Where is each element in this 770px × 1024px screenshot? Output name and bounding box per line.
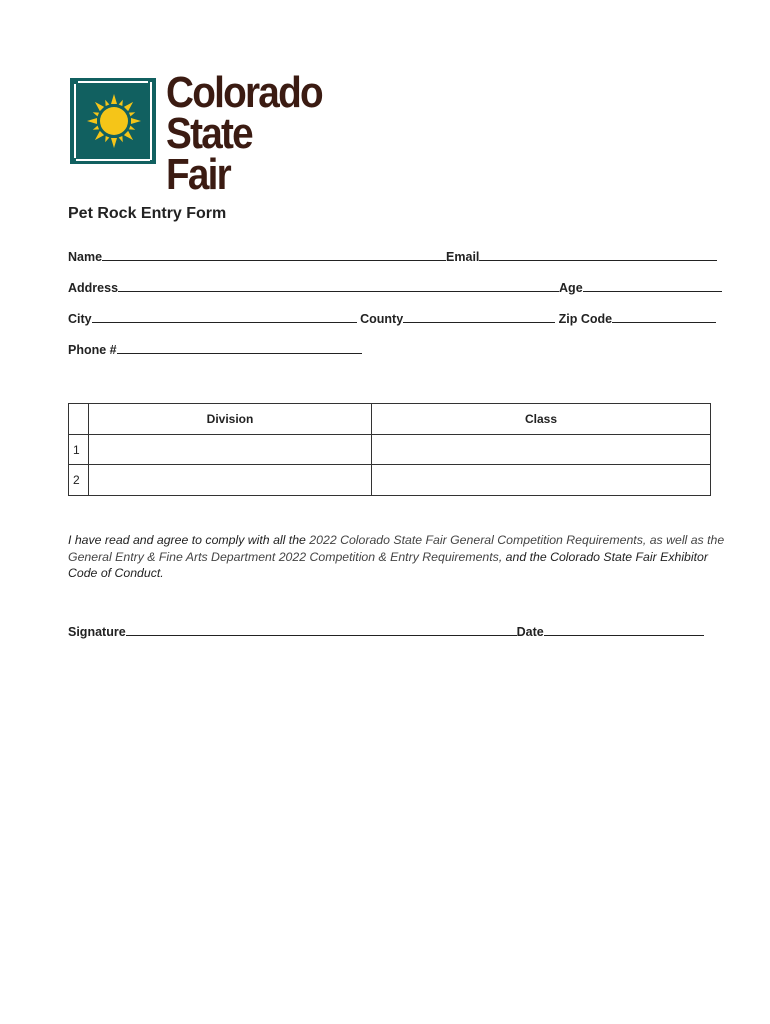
name-field[interactable] — [102, 250, 446, 261]
entry-table — [68, 403, 711, 496]
division-cell[interactable] — [89, 435, 372, 465]
row-number: 1 — [69, 435, 89, 465]
logo-emblem — [70, 78, 156, 164]
county-field[interactable] — [403, 312, 555, 323]
signature-field[interactable] — [126, 625, 517, 636]
agreement-text-3: , and the Colorado State Fair Exhibitor Code of Conduct. — [68, 549, 708, 580]
table-header-row — [69, 404, 711, 435]
table-row — [69, 435, 711, 465]
county-label: County — [360, 312, 404, 326]
logo-line-2: State Fair — [166, 109, 252, 199]
agreement-text-1: I have read and agree to comply with all the — [68, 533, 310, 547]
agreement-statement — [68, 532, 728, 582]
city-field[interactable] — [92, 312, 357, 323]
name-label: Name — [68, 250, 103, 264]
email-label: Email — [446, 250, 480, 264]
number-header — [69, 404, 89, 435]
phone-field[interactable] — [117, 343, 362, 354]
address-field[interactable] — [118, 281, 559, 292]
zip-code-field[interactable] — [612, 312, 716, 323]
agreement-link-general-requirements: 2022 Colorado State Fair General Competition Requirements — [309, 533, 643, 547]
class-header: Class — [372, 404, 711, 435]
logo-line-1: Colorado — [166, 68, 322, 117]
zip-code-label: Zip Code — [558, 312, 613, 326]
age-label: Age — [559, 281, 583, 295]
signature-label: Signature — [68, 625, 126, 639]
phone-label: Phone # — [68, 343, 117, 357]
division-header: Division — [89, 404, 372, 435]
age-field[interactable] — [583, 281, 722, 292]
agreement-text-2: , as well as the — [642, 533, 725, 547]
logo-wordmark — [166, 68, 322, 199]
date-label: Date — [516, 625, 544, 639]
division-cell[interactable] — [89, 465, 372, 496]
name-email-row — [68, 250, 717, 264]
sun-icon — [70, 78, 156, 164]
form-title: Pet Rock Entry Form — [68, 205, 227, 222]
agreement-link-fine-arts-requirements: General Entry & Fine Arts Department 2022 Competition & Entry Requirements — [68, 549, 499, 564]
address-age-row — [68, 281, 722, 295]
class-cell[interactable] — [372, 435, 711, 465]
city-label: City — [68, 312, 92, 326]
city-county-zip-row — [68, 312, 716, 326]
phone-row — [68, 343, 362, 357]
table-row — [69, 465, 711, 496]
row-number: 2 — [69, 465, 89, 496]
address-label: Address — [68, 281, 119, 295]
class-cell[interactable] — [372, 465, 711, 496]
email-field[interactable] — [479, 250, 717, 261]
signature-date-row — [68, 625, 704, 639]
date-field[interactable] — [544, 625, 704, 636]
colorado-state-fair-logo — [70, 68, 340, 199]
